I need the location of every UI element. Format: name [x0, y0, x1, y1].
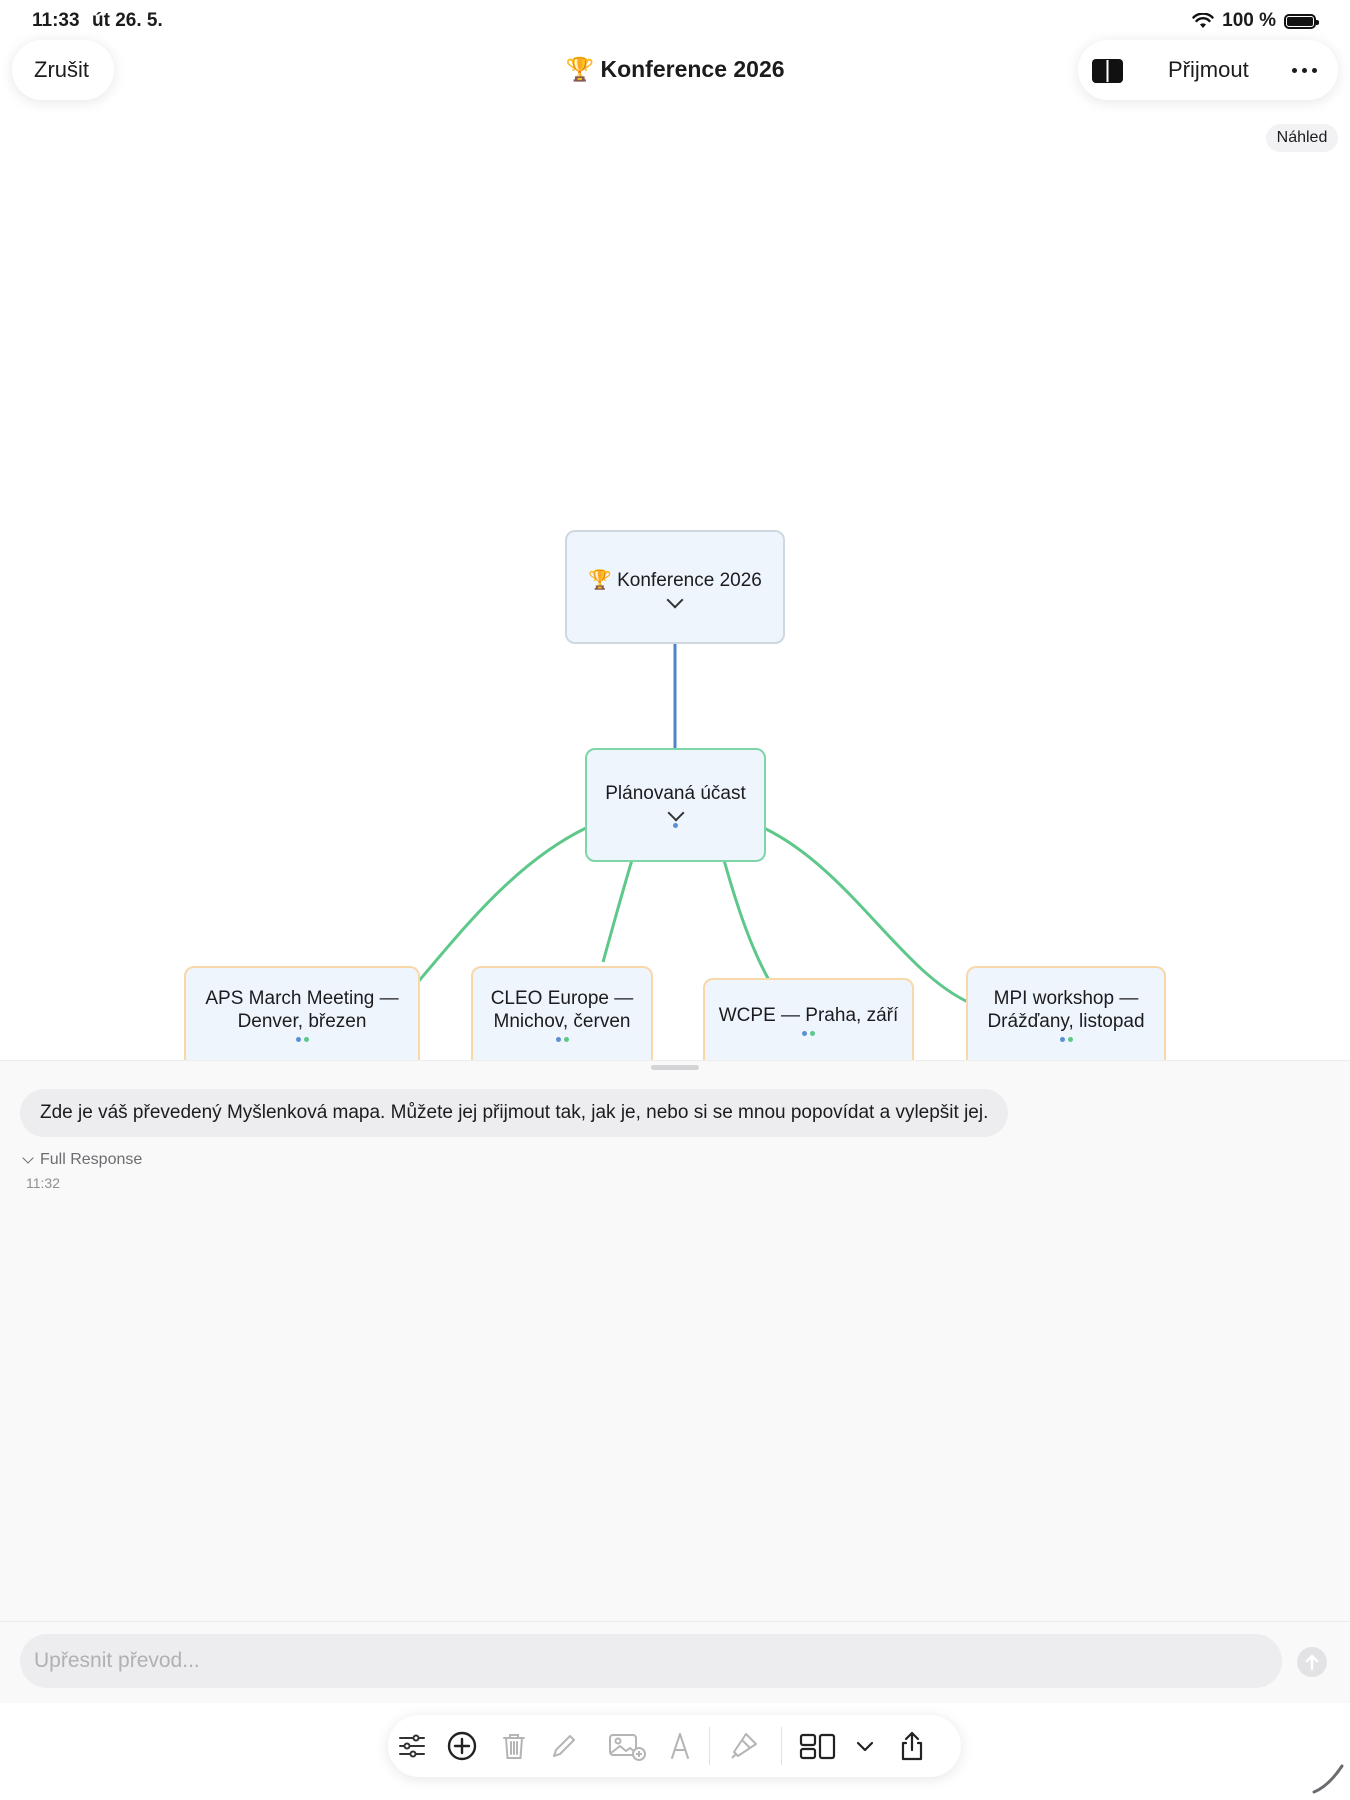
- accept-button[interactable]: Přijmout: [1168, 57, 1249, 82]
- leaf-line-1: CLEO Europe —: [490, 987, 634, 1009]
- assistant-message: Zde je váš převedený Myšlenková mapa. Můžete jej přijmout tak, jak je, nebo si se mnou popovídat a vylepšit jej.: [20, 1089, 1008, 1137]
- pencil-hover-icon: [1310, 1760, 1346, 1796]
- status-date: út 26. 5.: [92, 10, 163, 31]
- battery-percent: 100 %: [1222, 10, 1276, 31]
- mindmap-leaf-node[interactable]: [703, 978, 914, 1060]
- chevron-down-icon[interactable]: [852, 1730, 878, 1762]
- chevron-down-icon[interactable]: [667, 591, 684, 608]
- refine-input[interactable]: [20, 1634, 1282, 1688]
- connector-dots-icon: [802, 1031, 815, 1036]
- share-icon[interactable]: [896, 1730, 928, 1762]
- mindmap-leaf-node[interactable]: [966, 966, 1166, 1060]
- input-bar: [0, 1621, 1350, 1704]
- arrow-up-icon: [1304, 1653, 1320, 1671]
- toolbar-divider: [709, 1727, 710, 1765]
- branch-connector: [724, 860, 770, 982]
- message-timestamp: 11:32: [26, 1175, 60, 1191]
- leaf-line-1: APS March Meeting —: [205, 987, 399, 1009]
- branch-connector: [418, 828, 586, 982]
- send-button[interactable]: [1297, 1647, 1327, 1677]
- bottom-toolbar: [388, 1715, 961, 1777]
- status-time: 11:33: [32, 10, 80, 31]
- add-image-icon[interactable]: [608, 1730, 648, 1762]
- full-response-toggle[interactable]: [24, 1151, 142, 1169]
- connector-dots-icon: [556, 1037, 569, 1042]
- toolbar-divider: [781, 1727, 782, 1765]
- full-response-label: Full Response: [40, 1151, 143, 1168]
- chevron-down-icon[interactable]: [667, 805, 684, 822]
- trash-icon[interactable]: [498, 1730, 530, 1762]
- leaf-line-1: WCPE — Praha, září: [718, 1005, 899, 1026]
- pencil-icon[interactable]: [548, 1730, 580, 1762]
- sliders-icon[interactable]: [396, 1730, 428, 1762]
- root-node-label: Konference 2026: [617, 569, 762, 591]
- mindmap-leaf-node[interactable]: [184, 966, 420, 1060]
- layout-icon[interactable]: [798, 1730, 838, 1762]
- text-style-icon[interactable]: [664, 1730, 696, 1762]
- collapse-dots-icon: [673, 823, 678, 828]
- battery-icon: [1284, 14, 1316, 29]
- leaf-line-2: Drážďany, listopad: [987, 1010, 1145, 1032]
- add-circle-icon[interactable]: [446, 1730, 478, 1762]
- wifi-icon: [1192, 13, 1214, 29]
- preview-badge[interactable]: Náhled: [1266, 124, 1338, 152]
- cancel-label: Zrušit: [34, 57, 89, 82]
- split-view-icon[interactable]: [1091, 58, 1124, 84]
- page-title: 🏆 Konference 2026: [565, 56, 785, 82]
- mindmap-leaf-node[interactable]: [471, 966, 653, 1060]
- nav-actions: [1078, 40, 1338, 100]
- leaf-line-2: Mnichov, červen: [493, 1010, 631, 1032]
- sheet-grabber[interactable]: [651, 1065, 699, 1070]
- branch-node-label: Plánovaná účast: [605, 783, 746, 804]
- format-brush-icon[interactable]: [728, 1730, 760, 1762]
- connector-dots-icon: [1060, 1037, 1073, 1042]
- leaf-line-1: MPI workshop —: [993, 987, 1139, 1009]
- status-indicators: [1192, 10, 1316, 32]
- chat-sheet: [0, 1060, 1350, 1703]
- mindmap-branch-node[interactable]: [585, 748, 766, 862]
- mindmap-root-node[interactable]: [565, 530, 785, 644]
- trophy-icon: 🏆: [588, 569, 612, 591]
- connector-dots-icon: [296, 1037, 309, 1042]
- branch-connector: [764, 828, 968, 1002]
- root-node-title: [588, 569, 762, 592]
- branch-connector: [603, 860, 632, 962]
- more-icon[interactable]: [1292, 68, 1317, 73]
- status-bar: [0, 0, 1350, 42]
- leaf-line-2: Denver, březen: [237, 1010, 367, 1032]
- chevron-down-icon: [22, 1152, 33, 1163]
